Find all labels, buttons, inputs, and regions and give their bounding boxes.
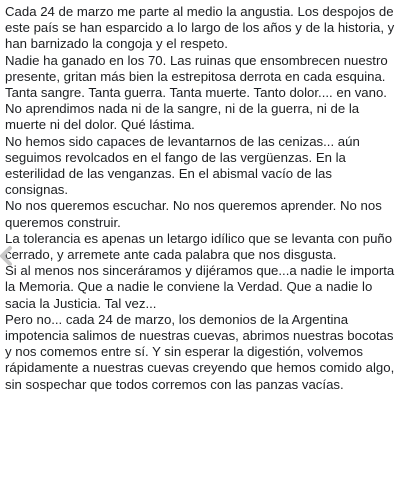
post-paragraph: Nadie ha ganado en los 70. Las ruinas que ensombrecen nuestro presente, gritan más bien la estrepitosa derrota en cada esquina. — [5, 52, 388, 84]
post-paragraph: La tolerancia es apenas un letargo idílico que se levanta con puño cerrado, y arremete ante cada palabra que nos disgusta. — [5, 230, 393, 263]
left-chevron-icon[interactable] — [0, 246, 14, 266]
post-paragraph: Tanta sangre. Tanta guerra. Tanta muerte. Tanto dolor.... en vano. — [5, 85, 387, 101]
post-paragraph: No hemos sido capaces de levantarnos de las cenizas... aún seguimos revolcados en el fango de las vergüenzas. En la esterilidad de las venganzas. En el abismal vacío de las consignas. — [5, 133, 360, 198]
post-paragraph: Si al menos nos sinceráramos y dijéramos que...a nadie le importa la Memoria. Que a nadie le conviene la Verdad. Que a nadie lo sacia la Justicia. Tal vez... — [5, 263, 395, 311]
post-paragraph: Cada 24 de marzo me parte al medio la angustia. Los despojos de este país se han esparcido a lo largo de los años y de la historia, y han barnizado la congoja y el respeto. — [5, 4, 395, 52]
post-paragraph: No aprendimos nada ni de la sangre, ni de la guerra, ni de la muerte ni del dolor. Qué lástima. — [5, 101, 360, 133]
post-text — [5, 4, 395, 393]
post-paragraph: Pero no... cada 24 de marzo, los demonios de la Argentina impotencia salimos de nuestras cuevas, abrimos nuestras bocotas y nos comemos entre sí. Y sin esperar la digestión, volvemos rápidamente a nuestras cuevas creyendo que hemos comido algo, sin sospechar que todos corremos con las panzas vacías. — [5, 311, 395, 392]
post-paragraph: No nos queremos escuchar. No nos queremos aprender. No nos queremos construir. — [5, 198, 382, 230]
